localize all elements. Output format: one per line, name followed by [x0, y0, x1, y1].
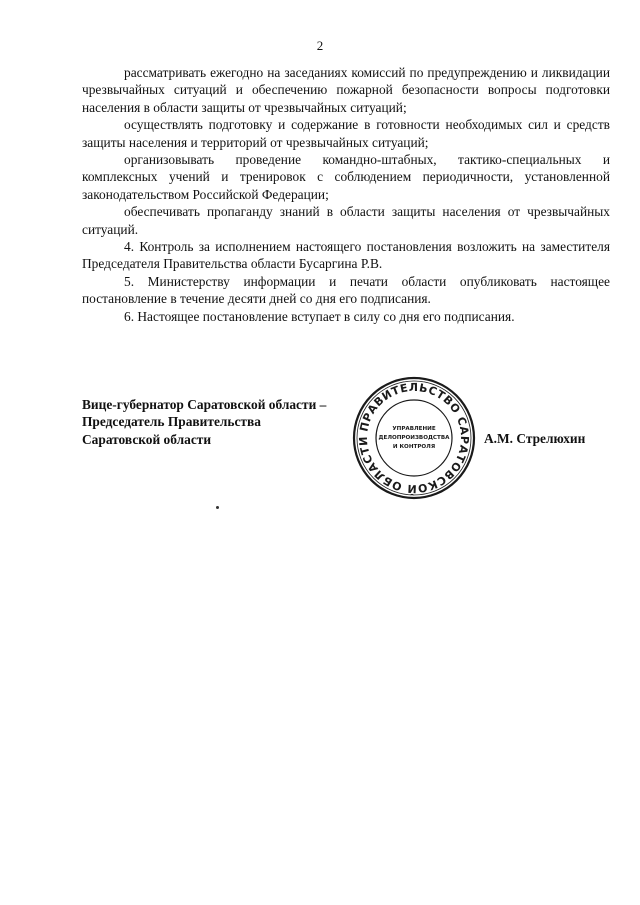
seal-inner-line-3: И КОНТРОЛЯ: [392, 444, 436, 450]
signatory-title-line-2: Председатель Правительства: [82, 414, 261, 430]
paragraph-control: 4. Контроль за исполнением настоящего постановления возложить на заместителя Председателя Правительства области Бусаргина Р.В.: [82, 239, 610, 272]
paragraph-exercises: организовывать проведение командно-штабных, тактико-специальных и комплексных учений и тренировок с соблюдением периодичности, установленной законодательством Российской Федерации;: [82, 152, 610, 202]
signatory-name: А.М. Стрелюхин: [484, 431, 586, 446]
paragraph-publication: 5. Министерству информации и печати области опубликовать настоящее постановление в течение десяти дней со дня его подписания.: [82, 273, 610, 307]
signature-block: [82, 396, 326, 448]
paragraph-propaganda: обеспечивать пропаганду знаний в области защиты населения от чрезвычайных ситуаций.: [82, 204, 610, 237]
seal-outer-text-path: ПРАВИТЕЛЬСТВО САРАТОВСКОЙ ОБЛАСТИ: [356, 380, 472, 496]
seal-inner-line-2: ДЕЛОПРОИЗВОДСТВА: [378, 435, 450, 441]
signatory-title-line-3: Саратовской области: [82, 431, 212, 447]
official-seal-stamp: [352, 376, 476, 500]
document-body: [82, 64, 610, 325]
paragraph-effective-date: 6. Настоящее постановление вступает в силу со дня его подписания.: [124, 308, 515, 324]
paragraph-forces-readiness: осуществлять подготовку и содержание в готовности необходимых сил и средств защиты населения и территорий от чрезвычайных ситуаций;: [82, 117, 610, 150]
paragraph-annual-review: рассматривать ежегодно на заседаниях комиссий по предупреждению и ликвидации чрезвычайных ситуаций и обеспечению пожарной безопасности вопросы подготовки населения в области защиты от чрезвычайных ситуаций;: [82, 65, 610, 115]
scan-speck: [216, 506, 219, 509]
page-number: 2: [316, 38, 324, 53]
signatory-title-line-1: Вице-губернатор Саратовской области –: [82, 397, 327, 412]
seal-inner-line-1: УПРАВЛЕНИЕ: [392, 426, 436, 432]
